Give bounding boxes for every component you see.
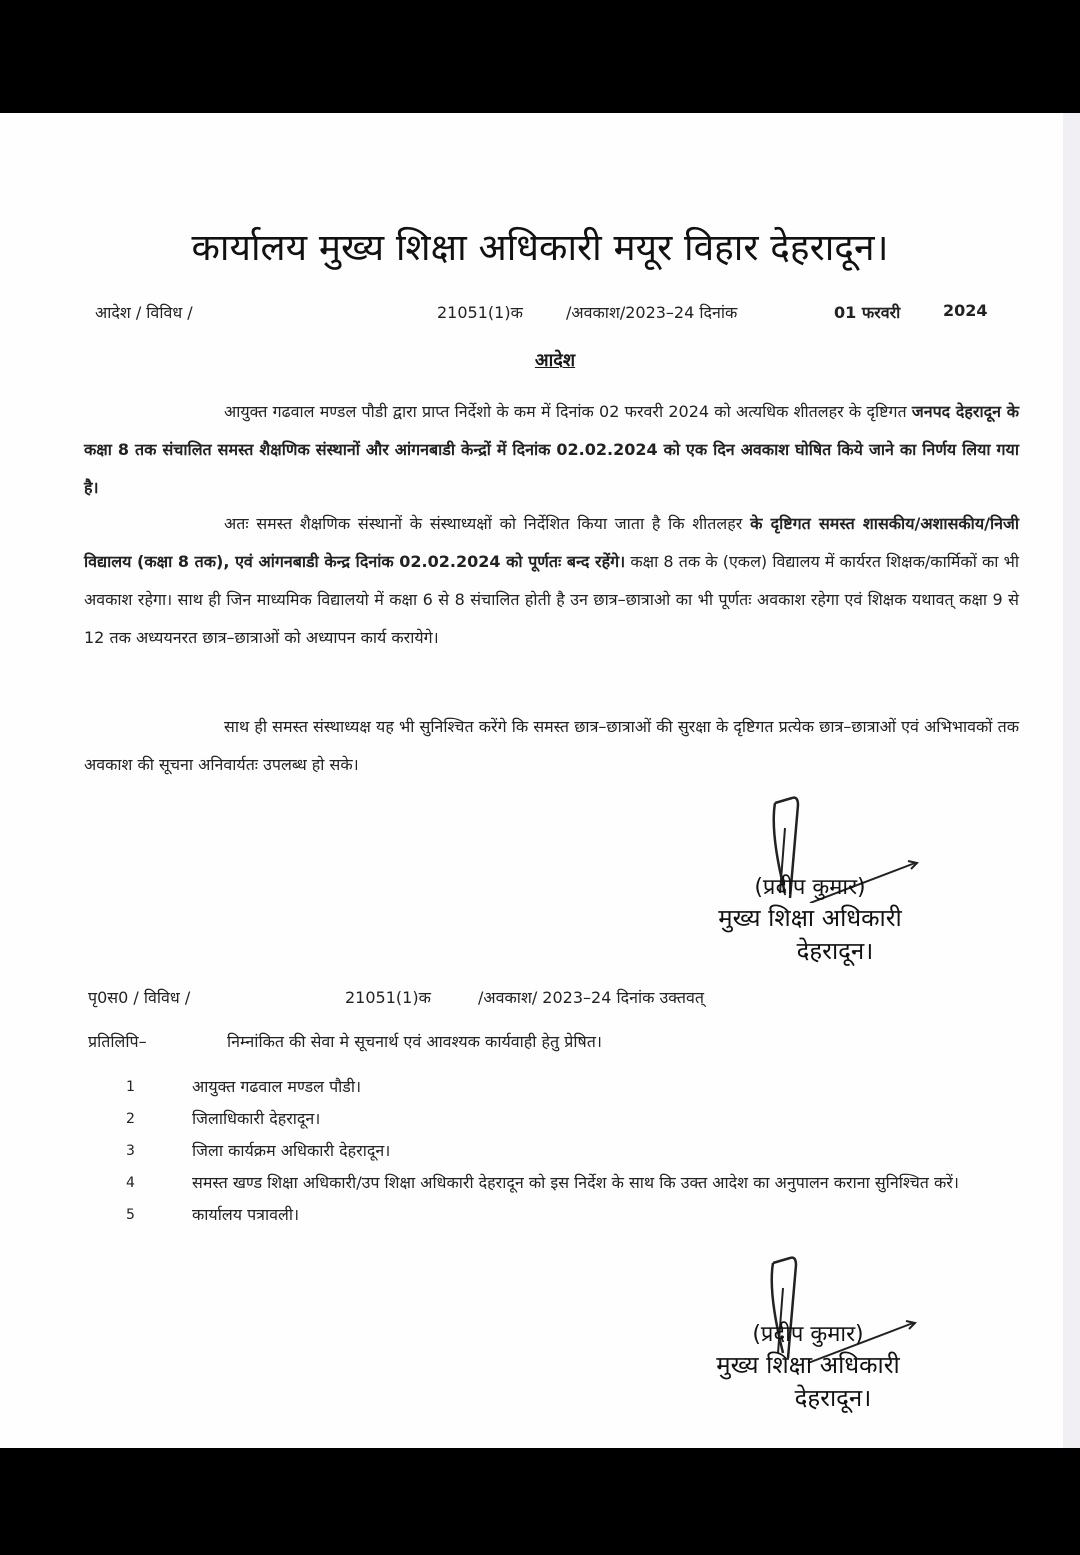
page-edge [1063,113,1080,1448]
copy-list-item [126,1103,1026,1135]
item-number: 4 [126,1175,135,1191]
item-text: समस्त खण्ड शिक्षा अधिकारी/उप शिक्षा अधिकारी देहरादून को इस निर्देश के साथ कि उक्त आदेश का अनुपालन कराना सुनिश्चित करें। [192,1173,959,1192]
copy-list-item [126,1199,1026,1231]
paragraph-2-bold: के दृष्टिगत समस्त शासकीय/अशासकीय/निजी विद्यालय (कक्षा 8 तक), एवं आंगनबाडी केन्द्र दिनांक 02.02.2024 को पूर्णतः बन्द रहेंगे। [84,514,1019,571]
order-year: 2024 [943,301,988,320]
endorsement-prefix: पृ0स0 / विविध / [88,988,191,1007]
item-text: आयुक्त गढवाल मण्डल पौडी। [192,1077,362,1096]
paragraph-2-text-cont: कक्षा 8 तक के (एकल) विद्यालय में कार्यरत शिक्षक/कार्मिकों का भी अवकाश रहेगा। साथ ही जिन माध्यमिक विद्यालयो में कक्षा 6 से 8 संचालित होती है उन छात्र–छात्राओ का भी पूर्णतः अवकाश रहेगा एवं शिक्षक यथावत् कक्षा 9 से 12 तक अध्ययनरत छात्र–छात्राओं को अध्यापन कार्य करायेगे। [84,552,1019,647]
signatory-designation-2: मुख्य शिक्षा अधिकारी [716,1351,900,1379]
item-number: 1 [126,1079,135,1095]
paragraph-2 [84,505,1019,657]
endorsement-rest: /अवकाश/ 2023–24 दिनांक उक्तवत् [478,988,704,1007]
signatory-place: देहरादून। [796,937,874,965]
copy-list [126,1071,1026,1231]
signatory-name-2: (प्रदीप कुमार) [752,1322,864,1347]
paragraph-3-text: साथ ही समस्त संस्थाध्यक्ष यह भी सुनिश्चित करेंगे कि समस्त छात्र–छात्राओं की सुरक्षा के दृष्टिगत प्रत्येक छात्र–छात्राओं एवं अभिभावकों तक अवकाश की सूचना अनिवार्यतः उपलब्ध हो सके। [84,717,1019,774]
paragraph-1-text: आयुक्त गढवाल मण्डल पौडी द्वारा प्राप्त निर्देशो के कम में दिनांक 02 फरवरी 2024 को अत्यधिक शीतलहर के दृष्टिगत [224,402,912,421]
signature-block [690,871,930,967]
copy-list-item [126,1071,1026,1103]
signatory-place-2: देहरादून। [794,1384,872,1412]
document-page [0,113,1080,1448]
endorsement-number: 21051(1)क [345,988,431,1007]
item-number: 2 [126,1111,135,1127]
paragraph-2-text: अतः समस्त शैक्षणिक संस्थानों के संस्थाध्यक्षों को निर्देशित किया जाता है कि शीतलहर [224,514,751,533]
copy-list-item [126,1167,1026,1199]
order-date: 01 फरवरी [834,303,901,322]
paragraph-3 [84,708,1019,784]
signatory-name: (प्रदीप कुमार) [754,875,866,900]
item-text: जिला कार्यक्रम अधिकारी देहरादून। [192,1141,391,1160]
order-prefix: आदेश / विविध / [95,303,193,322]
order-subject-year: /अवकाश/2023–24 दिनांक [566,303,738,322]
item-text: जिलाधिकारी देहरादून। [192,1109,321,1128]
item-number: 3 [126,1143,135,1159]
copy-list-item [126,1135,1026,1167]
item-text: कार्यालय पत्रावली। [192,1205,300,1224]
signatory-designation: मुख्य शिक्षा अधिकारी [718,904,902,932]
copy-label: प्रतिलिपि– [88,1032,147,1051]
signature-block-2 [688,1318,928,1414]
office-title: कार्यालय मुख्य शिक्षा अधिकारी मयूर विहार देहरादून। [191,226,889,269]
paragraph-1 [84,393,1019,507]
copy-text: निम्नांकित की सेवा मे सूचनार्थ एवं आवश्यक कार्यवाही हेतु प्रेषित। [227,1032,602,1051]
order-heading: आदेश [534,350,576,371]
item-number: 5 [126,1207,135,1223]
order-number: 21051(1)क [437,303,523,322]
paragraph-1-bold: जनपद देहरादून के कक्षा 8 तक संचालित समस्त शैक्षणिक संस्थानों और आंगनबाडी केन्द्रों में दिनांक 02.02.2024 को एक दिन अवकाश घोषित किये जाने का निर्णय लिया गया है। [84,402,1019,497]
bottom-bar [0,1448,1080,1555]
